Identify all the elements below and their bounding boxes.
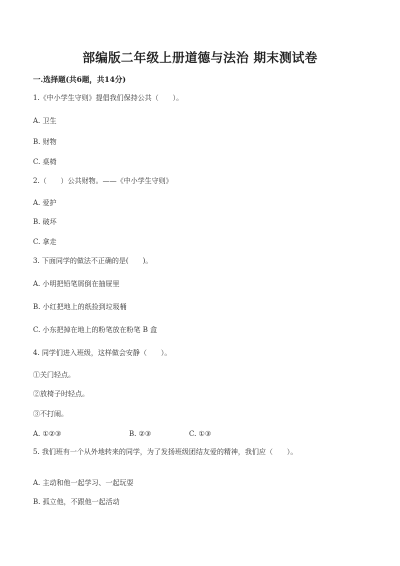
question-4-item-2: ②放椅子时轻点。 <box>33 390 89 398</box>
question-2-stem: 2.（ ）公共财物。——《中小学生守则》 <box>33 177 173 185</box>
question-3-option-a: A. 小明把铅笔屑倒在抽屉里 <box>33 280 120 288</box>
question-4-options <box>33 430 211 438</box>
question-4-option-a: A. ①②③ <box>33 430 62 438</box>
question-1-option-c: C. 桌椅 <box>33 158 57 166</box>
question-4-item-1: ①关门轻点。 <box>33 371 75 379</box>
page-title: 部编版二年级上册道德与法治 期末测试卷 <box>82 50 318 65</box>
question-1-stem: 1.《中小学生守则》提倡我们保持公共（ ）。 <box>33 94 184 102</box>
question-5-stem: 5. 我们班有一个从外地转来的同学，为了发扬班级团结友爱的精神，我们应（ ）。 <box>33 448 298 456</box>
question-1-option-a: A. 卫生 <box>33 117 57 125</box>
question-2-option-c: C. 拿走 <box>33 238 57 246</box>
question-4-stem: 4. 同学们进入班级，这样做会安静（ ）。 <box>33 349 172 357</box>
question-5-option-b: B. 孤立他，不跟他一起活动 <box>33 498 120 506</box>
question-4-option-b: B. ②③ <box>129 430 152 438</box>
question-3-option-b: B. 小红把地上的纸捡到垃圾桶 <box>33 303 127 311</box>
question-5-option-a: A. 主动和他一起学习、一起玩耍 <box>33 479 134 487</box>
question-4-option-c: C. ①③ <box>189 430 212 438</box>
question-4-item-3: ③不打闹。 <box>33 410 68 418</box>
question-2-option-b: B. 破坏 <box>33 218 57 226</box>
question-3-option-c: C. 小东把掉在地上的粉笔放在粉笔 B 盒 <box>33 326 158 334</box>
question-3-stem: 3. 下面同学的做法不正确的是( )。 <box>33 257 153 265</box>
section-heading: 一.选择题(共6题，共14分) <box>33 75 126 84</box>
question-1-option-b: B. 财物 <box>33 138 57 146</box>
question-2-option-a: A. 爱护 <box>33 199 57 207</box>
